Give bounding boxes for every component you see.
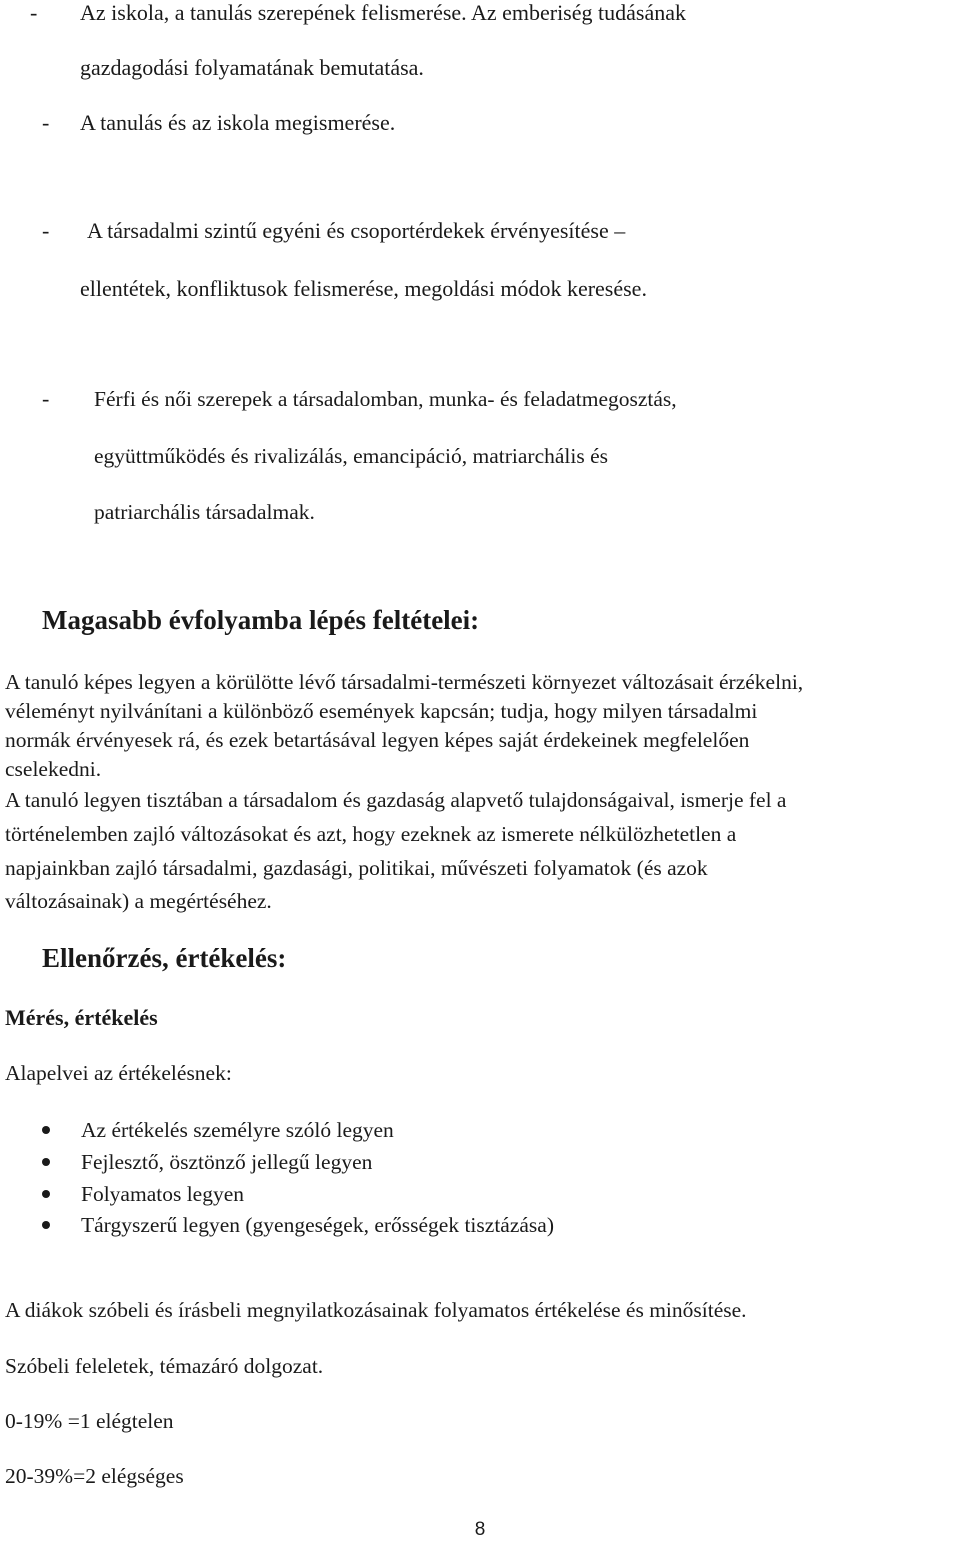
dash-marker: - (42, 110, 50, 135)
page-number: 8 (474, 1519, 486, 1540)
paragraph-line: A tanuló legyen tisztában a társadalom és gazdaság alapvető tulajdonságaival, ismerje fel a (5, 788, 787, 812)
paragraph-line: véleményt nyilvánítani a különböző események kapcsán; tudja, hogy milyen társadalmi (5, 699, 758, 723)
bullet-item: Tárgyszerű legyen (gyengeségek, erősségek tisztázása) (81, 1213, 554, 1237)
dash-marker: - (30, 0, 38, 25)
dash-marker: - (42, 218, 50, 243)
paragraph-line: változásainak) a megértéséhez. (5, 889, 272, 913)
bullet-icon (42, 1126, 50, 1134)
paragraph-line: Szóbeli feleletek, témazáró dolgozat. (5, 1354, 324, 1378)
paragraph-line: napjainkban zajló társadalmi, gazdasági, politikai, művészeti folyamatok (és azok (5, 856, 708, 880)
subheading: Mérés, értékelés (5, 1005, 158, 1030)
list-item-line: Férfi és női szerepek a társadalomban, munka- és feladatmegosztás, (94, 387, 677, 411)
section-heading: Magasabb évfolyamba lépés feltételei: (42, 605, 480, 635)
bullet-item: Az értékelés személyre szóló legyen (81, 1118, 394, 1142)
bullet-icon (42, 1190, 50, 1198)
list-item-line: patriarchális társadalmak. (94, 500, 315, 524)
paragraph-line: normák érvényesek rá, és ezek betartásával legyen képes saját érdekeinek megfelelően (5, 728, 750, 752)
bullet-icon (42, 1158, 50, 1166)
dash-marker: - (42, 386, 50, 411)
list-item-line: együttműködés és rivalizálás, emancipáció, matriarchális és (94, 444, 609, 468)
intro-text: Alapelvei az értékelésnek: (5, 1061, 232, 1085)
grade-line: 20-39%=2 elégséges (5, 1464, 184, 1488)
list-item-line: gazdagodási folyamatának bemutatása. (80, 55, 424, 80)
list-item-line: A tanulás és az iskola megismerése. (80, 110, 396, 135)
bullet-item: Fejlesztő, ösztönző jellegű legyen (81, 1150, 373, 1174)
list-item-line: Az iskola, a tanulás szerepének felismerése. Az emberiség tudásának (80, 0, 686, 25)
bullet-icon (42, 1221, 50, 1229)
section-heading: Ellenőrzés, értékelés: (42, 943, 287, 973)
bullet-item: Folyamatos legyen (81, 1182, 245, 1206)
paragraph-line: A tanuló képes legyen a körülötte lévő társadalmi-természeti környezet változásait érzékelni, (5, 670, 804, 694)
paragraph-line: A diákok szóbeli és írásbeli megnyilatkozásainak folyamatos értékelése és minősítése. (5, 1298, 747, 1322)
list-item-line: ellentétek, konfliktusok felismerése, megoldási módok keresése. (80, 276, 647, 301)
paragraph-line: történelemben zajló változásokat és azt, hogy ezeknek az ismerete nélkülözhetetlen a (5, 822, 737, 846)
grade-line: 0-19% =1 elégtelen (5, 1409, 174, 1433)
paragraph-line: cselekedni. (5, 757, 102, 781)
list-item-line: A társadalmi szintű egyéni és csoportérdekek érvényesítése – (87, 218, 626, 243)
